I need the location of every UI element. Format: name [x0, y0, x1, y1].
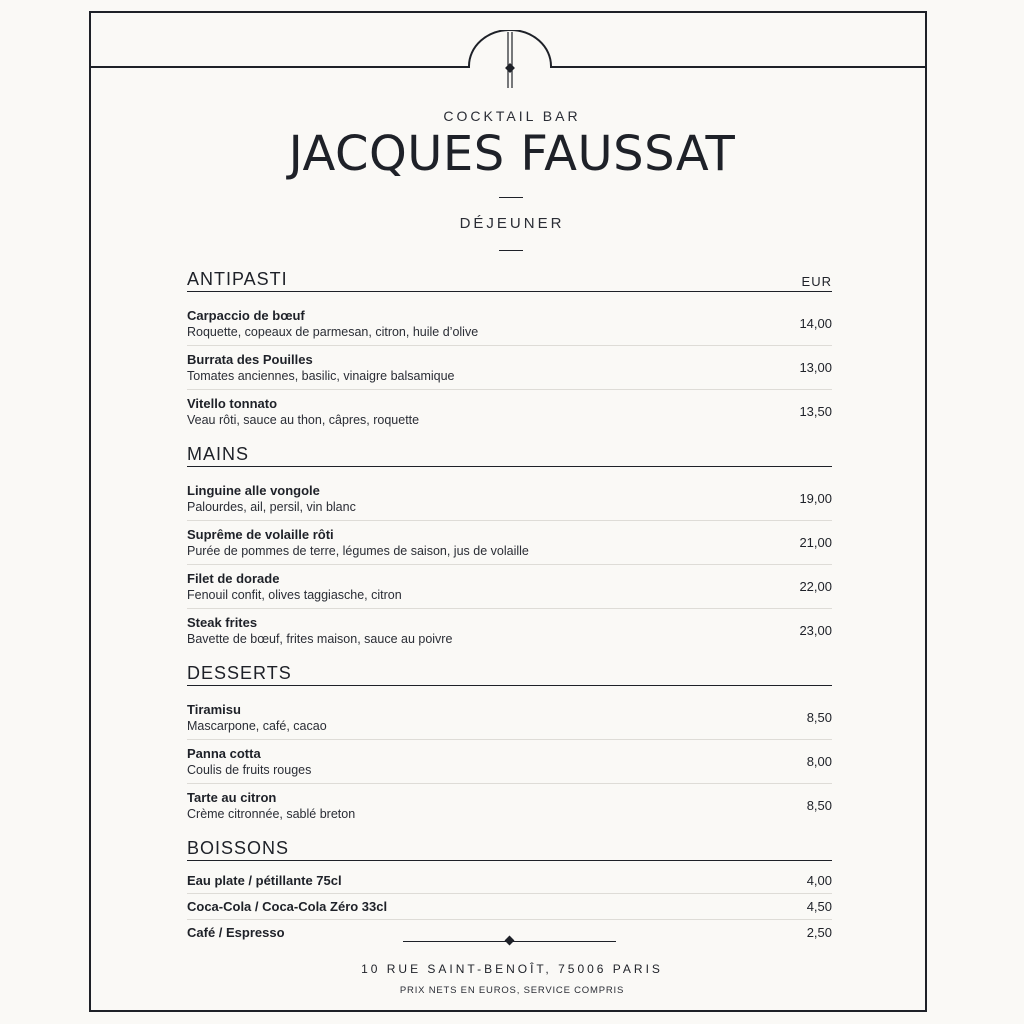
item-name: Eau plate / pétillante 75cl — [187, 872, 342, 888]
menu-list — [187, 270, 832, 957]
item-description: Palourdes, ail, persil, vin blanc — [187, 499, 356, 514]
item-description: Crème citronnée, sablé breton — [187, 806, 356, 821]
menu-item — [187, 609, 832, 652]
section-header — [187, 664, 832, 686]
item-name: Vitello tonnato — [187, 395, 278, 411]
item-name: Linguine alle vongole — [187, 482, 320, 498]
section-mains — [187, 445, 832, 652]
item-price: 23,00 — [799, 623, 832, 638]
item-name: Suprême de volaille rôti — [187, 526, 334, 542]
arch-ornament-icon — [468, 30, 552, 90]
menu-item — [187, 390, 832, 433]
item-price: 4,00 — [806, 873, 832, 888]
menu-item — [187, 477, 832, 521]
item-name: Café / Espresso — [187, 924, 285, 940]
menu-item — [187, 302, 832, 346]
item-price: 13,50 — [799, 404, 832, 419]
item-price: 8,50 — [806, 710, 832, 725]
item-name: Tiramisu — [187, 701, 241, 717]
item-description: Veau rôti, sauce au thon, câpres, roquette — [187, 412, 420, 427]
menu-item — [187, 696, 832, 740]
menu-item — [187, 565, 832, 609]
section-title: ANTIPASTI — [187, 269, 288, 289]
menu-item — [187, 346, 832, 390]
section-header — [187, 270, 832, 292]
item-name: Burrata des Pouilles — [187, 351, 313, 367]
service-label: DÉJEUNER — [459, 215, 565, 232]
section-items — [187, 696, 832, 827]
section-title: BOISSONS — [187, 838, 290, 858]
item-name: Coca-Cola / Coca-Cola Zéro 33cl — [187, 898, 388, 914]
item-description: Fenouil confit, olives taggiasche, citron — [187, 587, 402, 602]
bar-subtitle: COCKTAIL BAR — [443, 108, 581, 124]
item-price: 14,00 — [799, 316, 832, 331]
item-description: Roquette, copeaux de parmesan, citron, huile d’olive — [187, 324, 479, 339]
item-price: 21,00 — [799, 535, 832, 550]
item-description: Tomates anciennes, basilic, vinaigre balsamique — [187, 368, 455, 383]
section-boissons — [187, 839, 832, 945]
item-description: Bavette de bœuf, frites maison, sauce au poivre — [187, 631, 453, 646]
item-description: Coulis de fruits rouges — [187, 762, 312, 777]
section-antipasti — [187, 270, 832, 433]
item-price: 4,50 — [806, 899, 832, 914]
divider-dash — [499, 250, 523, 251]
item-description: Mascarpone, café, cacao — [187, 718, 327, 733]
menu-item — [187, 784, 832, 827]
item-price: 13,00 — [799, 360, 832, 375]
section-items — [187, 868, 832, 945]
section-items — [187, 302, 832, 433]
item-price: 19,00 — [799, 491, 832, 506]
item-description: Purée de pommes de terre, légumes de saison, jus de volaille — [187, 543, 529, 558]
item-name: Filet de dorade — [187, 570, 280, 586]
menu-item — [187, 894, 832, 920]
menu-item — [187, 521, 832, 565]
item-name: Carpaccio de bœuf — [187, 307, 305, 323]
item-name: Tarte au citron — [187, 789, 277, 805]
section-desserts — [187, 664, 832, 827]
menu-item — [187, 740, 832, 784]
item-price: 8,50 — [806, 798, 832, 813]
address: 10 RUE SAINT-BENOÎT, 75006 PARIS — [361, 962, 663, 976]
item-price: 22,00 — [799, 579, 832, 594]
item-price: 2,50 — [806, 925, 832, 940]
section-header — [187, 839, 832, 861]
item-name: Panna cotta — [187, 745, 261, 761]
item-price: 8,00 — [806, 754, 832, 769]
section-title: MAINS — [187, 444, 250, 464]
currency-label: EUR — [801, 274, 832, 289]
menu-item — [187, 868, 832, 894]
restaurant-title: JACQUES FAUSSAT — [288, 126, 736, 182]
item-name: Steak frites — [187, 614, 258, 630]
price-note: PRIX NETS EN EUROS, SERVICE COMPRIS — [399, 985, 625, 996]
section-items — [187, 477, 832, 652]
divider-dash — [499, 197, 523, 198]
section-header — [187, 445, 832, 467]
section-title: DESSERTS — [187, 663, 292, 683]
